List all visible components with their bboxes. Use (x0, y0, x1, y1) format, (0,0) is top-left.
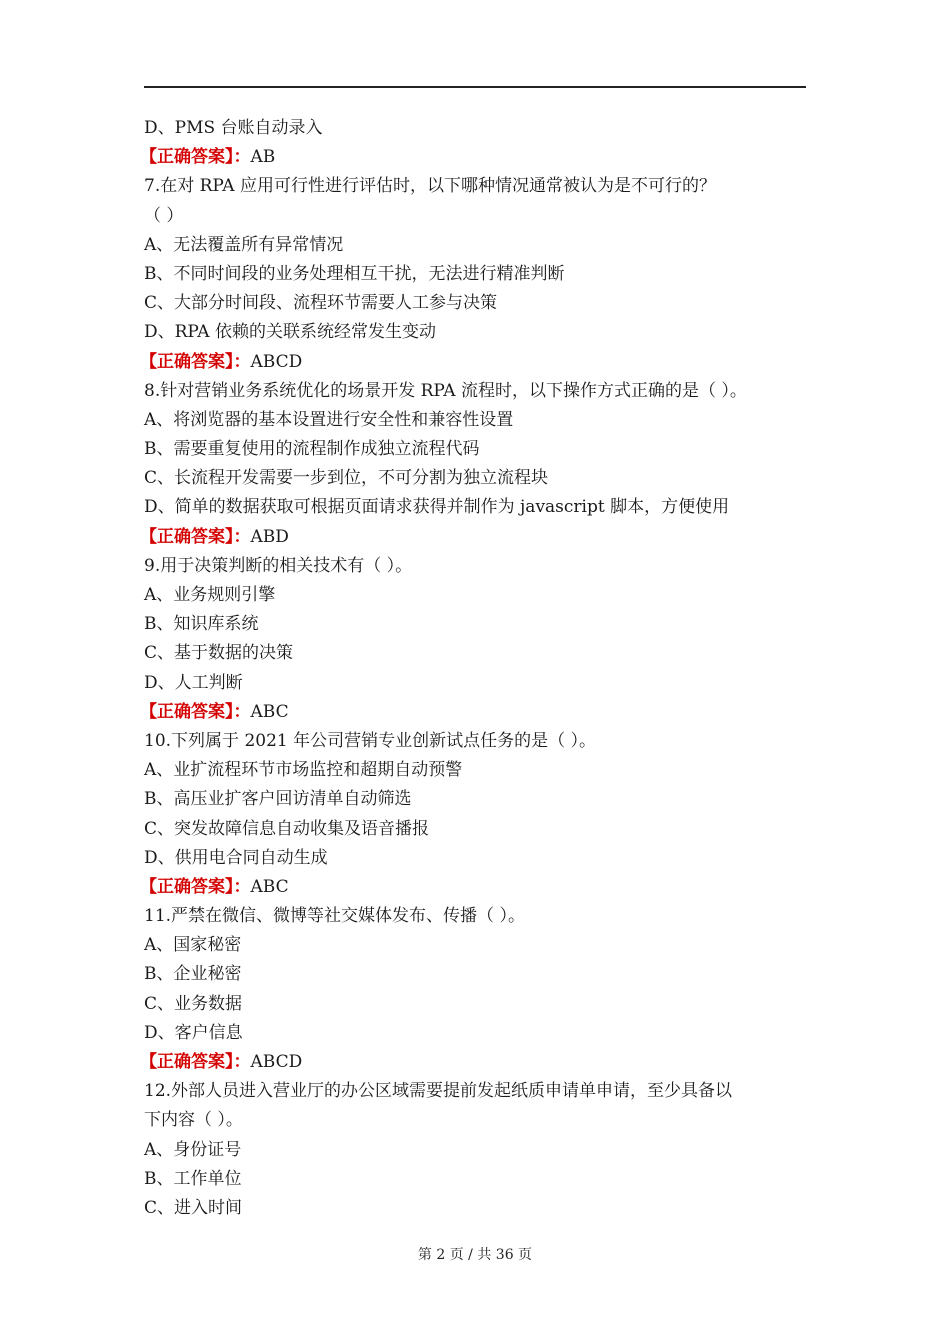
correct-answer (140, 348, 824, 377)
correct-answer-label: 【正确答案】： (140, 351, 251, 372)
answer-option: D、客户信息 (144, 1022, 243, 1043)
correct-answer-value: ABC (250, 701, 289, 722)
correct-answer-value: ABC (250, 876, 289, 897)
correct-answer (140, 1048, 824, 1077)
answer-option: D、RPA 依赖的关联系统经常发生变动 (144, 322, 436, 343)
correct-answer-label: 【正确答案】： (140, 701, 251, 722)
correct-answer-value: ABCD (250, 351, 303, 372)
answer-option: A、无法覆盖所有异常情况 (144, 234, 344, 255)
answer-option: D、人工判断 (144, 672, 243, 693)
answer-option: A、国家秘密 (144, 935, 242, 956)
question-stem: 10.下列属于 2021 年公司营销专业创新试点任务的是（ ）。 (144, 730, 597, 751)
correct-answer-value: ABD (250, 526, 289, 547)
question-stem: 12.外部人员进入营业厅的办公区域需要提前发起纸质申请单申请，至少具备以 (144, 1081, 733, 1102)
question-stem: 8.针对营销业务系统优化的场景开发 RPA 流程时，以下操作方式正确的是（ ）。 (144, 380, 747, 401)
answer-option: D、供用电合同自动生成 (144, 847, 328, 868)
correct-answer-label: 【正确答案】： (140, 526, 251, 547)
answer-option: C、业务数据 (144, 993, 243, 1014)
correct-answer-label: 【正确答案】： (140, 876, 251, 897)
question-stem: 9.用于决策判断的相关技术有（ ）。 (144, 555, 413, 576)
correct-answer-value: ABCD (250, 1052, 303, 1072)
page-footer: 第 2 页 / 共 36 页 (417, 1247, 533, 1263)
answer-option: C、基于数据的决策 (144, 643, 294, 664)
answer-option: B、高压业扩客户回访清单自动筛选 (144, 789, 412, 810)
question-stem: 11.严禁在微信、微博等社交媒体发布、传播（ ）。 (144, 906, 525, 927)
correct-answer (140, 523, 824, 552)
answer-option: B、需要重复使用的流程制作成独立流程代码 (144, 439, 480, 460)
answer-option: B、企业秘密 (144, 964, 242, 985)
header-rule (144, 86, 806, 88)
correct-answer-label: 【正确答案】： (140, 1052, 251, 1072)
correct-answer (140, 698, 824, 727)
question-stem: 下内容（ ）。 (144, 1110, 243, 1131)
answer-option: A、将浏览器的基本设置进行安全性和兼容性设置 (144, 409, 514, 430)
answer-option: B、工作单位 (144, 1168, 242, 1189)
document-body (140, 114, 824, 1223)
answer-option: A、业扩流程环节市场监控和超期自动预警 (144, 760, 463, 781)
answer-option: B、知识库系统 (144, 614, 259, 635)
answer-option: A、身份证号 (144, 1139, 242, 1160)
answer-option: C、突发故障信息自动收集及语音播报 (144, 818, 430, 839)
answer-option: D、简单的数据获取可根据页面请求获得并制作为 javascript 脚本，方便使用 (144, 497, 730, 518)
answer-option: C、大部分时间段、流程环节需要人工参与决策 (144, 293, 498, 314)
answer-option: C、长流程开发需要一步到位，不可分割为独立流程块 (144, 468, 549, 489)
answer-option: B、不同时间段的业务处理相互干扰，无法进行精准判断 (144, 263, 565, 284)
correct-answer (140, 143, 824, 172)
question-stem: （ ） (144, 205, 184, 226)
correct-answer-label: 【正确答案】： (140, 147, 251, 168)
correct-answer (140, 873, 824, 902)
answer-option: A、业务规则引擎 (144, 585, 276, 605)
question-stem: 7.在对 RPA 应用可行性进行评估时，以下哪种情况通常被认为是不可行的？ (144, 176, 716, 197)
answer-option: D、PMS 台账自动录入 (144, 118, 323, 138)
answer-option: C、进入时间 (144, 1197, 243, 1218)
correct-answer-value: AB (250, 147, 276, 168)
